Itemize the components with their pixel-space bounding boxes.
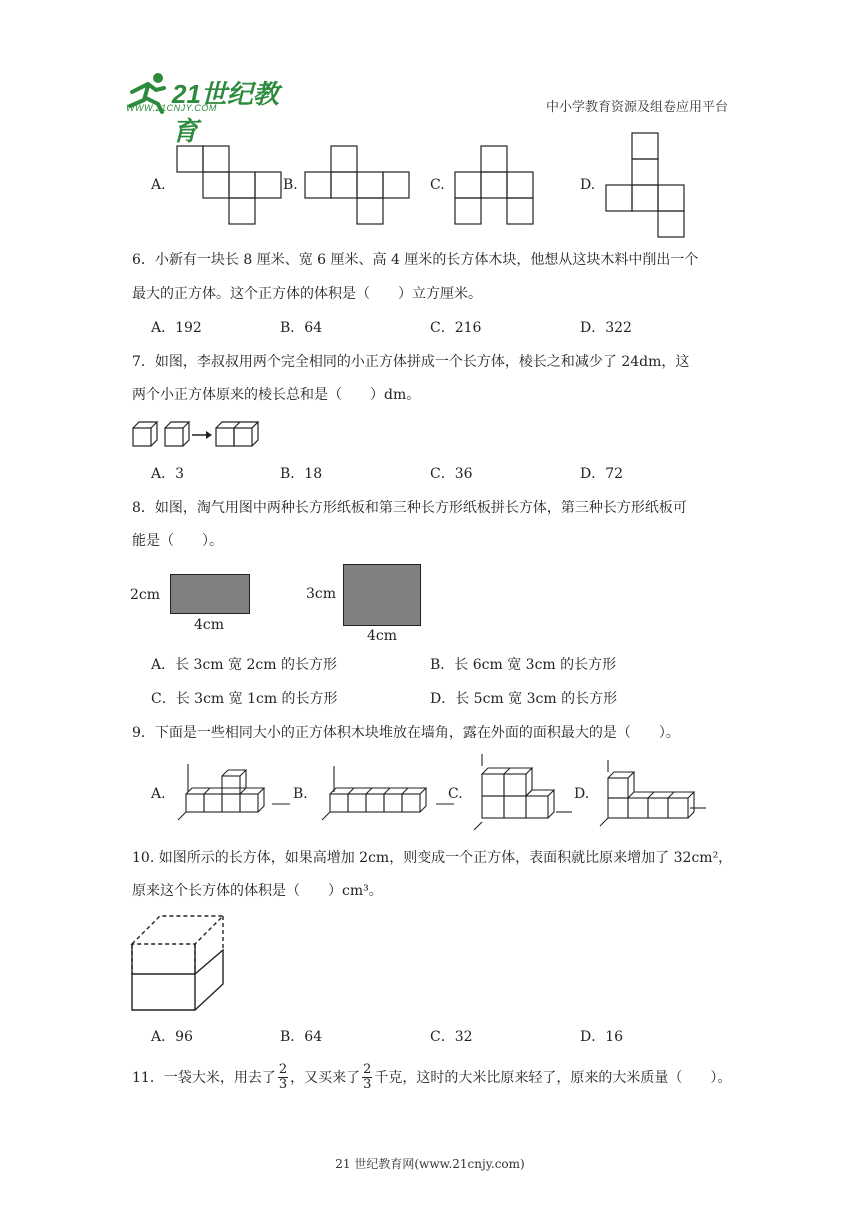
q10-line2: 原来这个长方体的体积是（ ）cm³。	[132, 883, 383, 899]
q6-option-d: D．322	[580, 320, 632, 336]
q8-option-a: A．长 3cm 宽 2cm 的长方形	[151, 657, 337, 673]
q8-option-b: B．长 6cm 宽 3cm 的长方形	[430, 657, 617, 673]
q11-fraction-2-numerator: 2	[363, 1062, 372, 1077]
q8-rect2	[343, 564, 421, 626]
q5-net-b	[305, 146, 415, 226]
q5-option-d-label: D.	[580, 177, 596, 193]
q7-line1: 7．如图，李叔叔用两个完全相同的小正方体拼成一个长方体，棱长之和减少了 24dm，这	[132, 354, 690, 370]
q10-option-a: A．96	[151, 1029, 193, 1045]
q9-figure-d	[598, 760, 718, 830]
q6-line1: 6．小新有一块长 8 厘米、宽 6 厘米、高 4 厘米的长方体木块，他想从这块木料中削出一个	[132, 252, 699, 268]
q8-rect1-height-label: 2cm	[130, 587, 161, 603]
q10-cuboid-figure	[131, 914, 231, 1014]
q9-figure-c	[472, 754, 582, 834]
q6-option-c: C．216	[430, 320, 482, 336]
q11-fraction-1-numerator: 2	[278, 1062, 288, 1077]
q5-option-c-label: C.	[430, 177, 445, 193]
q9-line1: 9．下面是一些相同大小的正方体积木块堆放在墙角，露在外面的面积最大的是（ ）。	[132, 725, 680, 741]
q8-rect1-width-label: 4cm	[194, 617, 225, 633]
q9-option-b-label: B.	[293, 786, 308, 802]
q8-rect2-height-label: 3cm	[306, 586, 337, 602]
logo-sub-text: WWW.21CNJY.COM	[126, 103, 217, 113]
q8-option-c: C．长 3cm 宽 1cm 的长方形	[151, 691, 338, 707]
q5-option-b-label: B.	[283, 177, 298, 193]
q8-line1: 8．如图，淘气用图中两种长方形纸板和第三种长方形纸板拼长方体，第三种长方形纸板可	[132, 500, 687, 516]
q6-option-b: B．64	[280, 320, 323, 336]
q9-figure-a	[176, 764, 296, 824]
q6-option-a: A．192	[151, 320, 202, 336]
header-logo	[122, 70, 292, 146]
q5-net-a	[177, 146, 287, 226]
q11-part2: ，又买来了	[290, 1069, 361, 1086]
q7-option-c: C．36	[430, 466, 473, 482]
q9-option-c-label: C.	[448, 786, 463, 802]
q10-line1: 10. 如图所示的长方体，如果高增加 2cm，则变成一个正方体，表面积就比原来增加了 32cm²，	[132, 850, 733, 866]
q11-fraction-2-denominator: 3	[363, 1077, 372, 1092]
q11-line	[132, 1063, 731, 1092]
q5-net-d	[606, 133, 696, 243]
q8-line2: 能是（ ）。	[132, 533, 223, 549]
q7-cubes-figure	[132, 420, 262, 450]
q9-option-a-label: A.	[151, 786, 166, 802]
footer-text: 21 世纪教育网(www.21cnjy.com)	[335, 1157, 525, 1171]
q5-net-c	[455, 146, 545, 226]
q7-option-d: D．72	[580, 466, 624, 482]
q7-option-a: A．3	[151, 466, 185, 482]
q8-rect1	[170, 574, 250, 614]
q11-fraction-1	[278, 1063, 288, 1092]
q7-line2: 两个小正方体原来的棱长总和是（ ）dm。	[132, 387, 421, 403]
q6-line2: 最大的正方体。这个正方体的体积是（ ）立方厘米。	[132, 286, 482, 302]
q5-option-a-label: A.	[151, 177, 166, 193]
q8-rect2-width-label: 4cm	[367, 628, 398, 644]
q10-option-b: B．64	[280, 1029, 323, 1045]
q11-fraction-1-denominator: 3	[278, 1077, 288, 1092]
q9-figure-b	[318, 764, 458, 824]
q9-option-d-label: D.	[574, 786, 590, 802]
q10-option-d: D．16	[580, 1029, 624, 1045]
q11-part1: 11．一袋大米，用去了	[132, 1069, 276, 1086]
logo-main-text: 21世纪教育	[172, 79, 279, 146]
q10-option-c: C．32	[430, 1029, 473, 1045]
q8-option-d: D．长 5cm 宽 3cm 的长方形	[430, 691, 618, 707]
q11-fraction-2	[362, 1063, 372, 1092]
header-right-text: 中小学教育资源及组卷应用平台	[545, 100, 728, 115]
q11-part3: 千克，这时的大米比原来轻了，原来的大米质量（ ）。	[374, 1069, 732, 1086]
q7-option-b: B．18	[280, 466, 323, 482]
